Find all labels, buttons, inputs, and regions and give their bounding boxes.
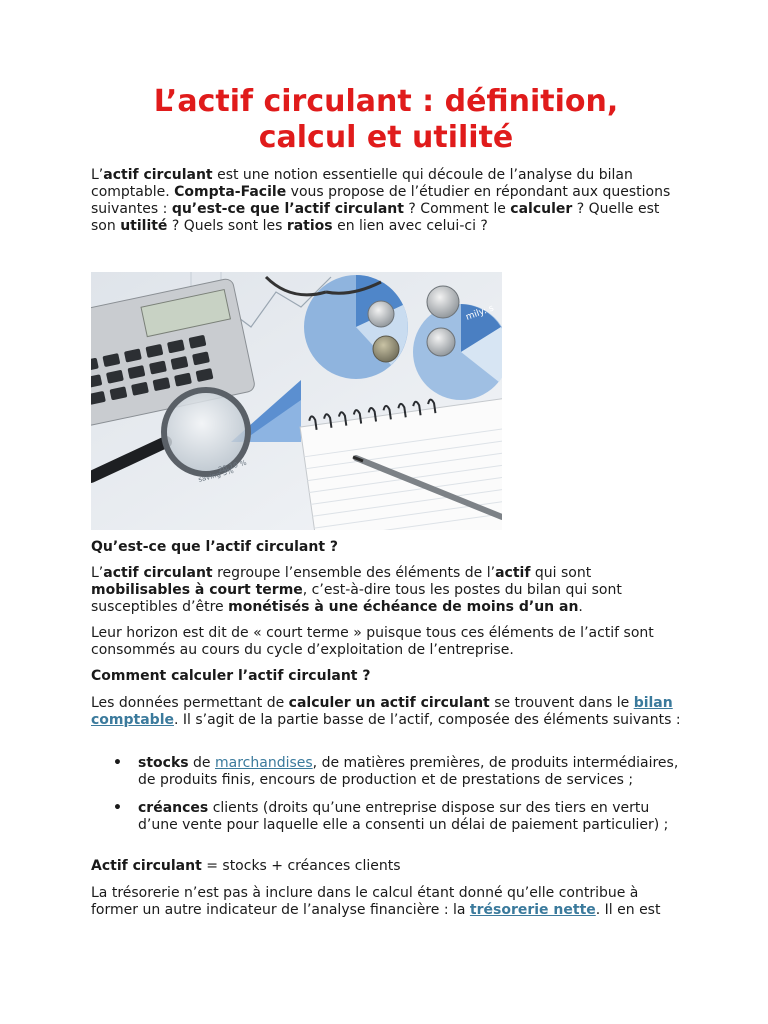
calculation-paragraph-1: Les données permettant de calculer un actif circulant se trouvent dans le bilan comptable. Il s’agit de la partie basse de l’actif, composée des éléments suivants : [91, 695, 681, 728]
marchandises-link[interactable]: marchandises [215, 755, 313, 771]
title-line-1: L’actif circulant : définition, [153, 84, 619, 119]
bullet-icon: • [113, 800, 122, 816]
photo-label-top: mily: s [464, 303, 496, 323]
photo-label-percent: 20.10 % [217, 458, 248, 474]
definition-paragraph-2: Leur horizon est dit de « court terme » puisque tous ces éléments de l’actif sont consommés au cours du cycle d’exploitation de l’entreprise. [91, 625, 654, 658]
section-heading-calculation: Comment calculer l’actif circulant ? [91, 668, 371, 684]
bilan-comptable-link[interactable]: bilan comptable [91, 695, 673, 728]
tresorerie-nette-link[interactable]: trésorerie nette [469, 902, 596, 918]
formula-line: Actif circulant = stocks + créances clients [91, 858, 401, 874]
definition-paragraph-1: L’actif circulant regroupe l’ensemble des éléments de l’actif qui sont mobilisables à court terme, c’est-à-dire tous les postes du bilan qui sont susceptibles d’être monétisés à une échéance de moins d’un an. [91, 565, 622, 615]
intro-paragraph: L’actif circulant est une notion essentielle qui découle de l’analyse du bilan comptable. Compta-Facile vous propose de l’étudier en répondant aux questions suivantes : qu’est-ce que l’actif circulant ? Comment le calculer ? Quelle est son utilité ? Quels sont les ratios en lien avec celui-ci ? [91, 167, 671, 234]
tresorerie-paragraph: La trésorerie n’est pas à inclure dans le calcul étant donné qu’elle contribue à former un autre indicateur de l’analyse financière : la trésorerie nette. Il en est [91, 885, 661, 918]
actif-components-list [91, 755, 681, 834]
list-item-stocks: • stocks de marchandises, de matières premières, de produits intermédiaires, de produits finis, encours de production et de prestations de services ; [113, 755, 679, 788]
section-heading-definition: Qu’est-ce que l’actif circulant ? [91, 539, 339, 555]
bullet-icon: • [113, 755, 122, 771]
title-line-2: calcul et utilité [258, 120, 514, 155]
page-title [91, 84, 681, 156]
finance-illustration-image [91, 272, 502, 530]
list-item-creances: • créances clients (droits qu’une entreprise dispose sur des tiers en vertu d’une vente pour laquelle elle a consenti un délai de paiement particulier) ; [113, 800, 669, 833]
photo-label-saving: saving 3% [197, 466, 235, 484]
